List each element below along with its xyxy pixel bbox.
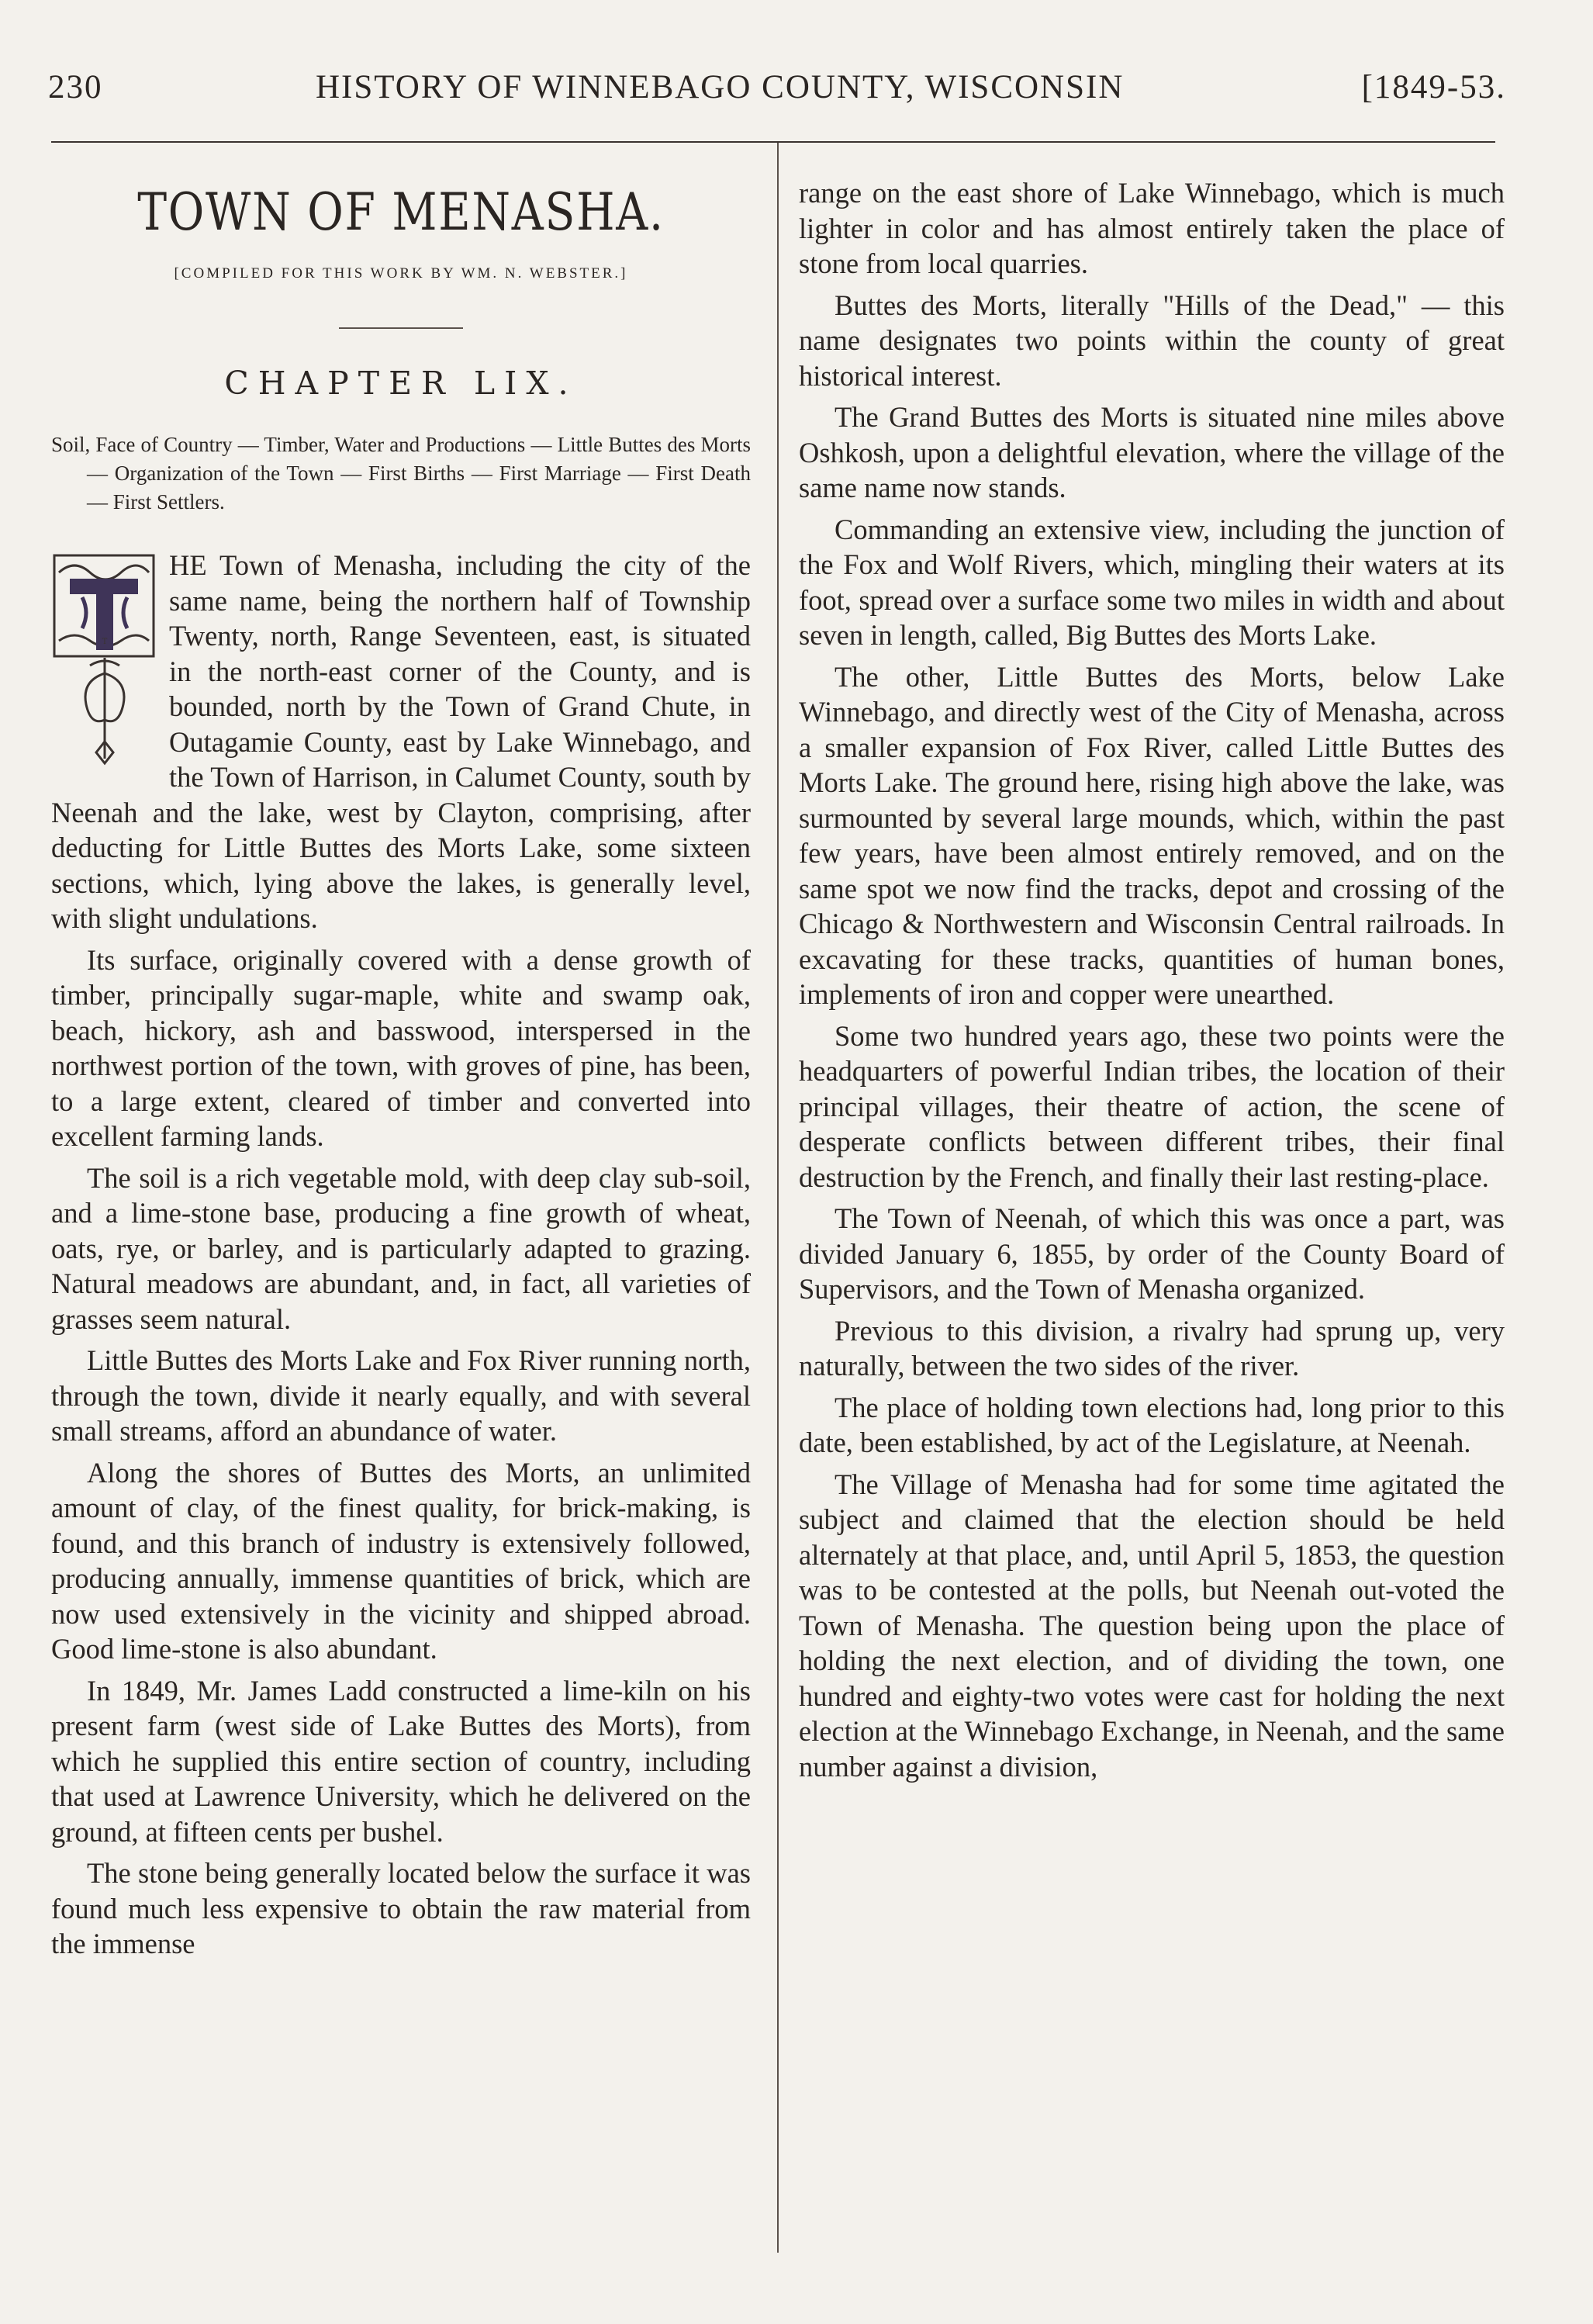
right-column [799,175,1505,1790]
title-divider [339,327,463,329]
paragraph: The Grand Buttes des Morts is situated nine miles above Oshkosh, upon a delightful elevation, where the village of the same name now stands. [799,401,1505,503]
left-column [51,152,751,1968]
decorative-initial-t-icon [51,549,158,771]
paragraph: The stone being generally located below the surface it was found much less expensive to obtain the raw material from the immense [51,1857,751,1959]
page-number: 230 [48,69,103,105]
year-range: [1849-53. [1361,69,1506,105]
paragraph: Commanding an extensive view, including the junction of the Fox and Wolf Rivers, which, mingling their waters at its foot, spread over a surface some two miles in width and about seven in length, called, Big Buttes des Morts Lake. [799,513,1505,651]
column-divider [777,143,779,2253]
paragraph: Little Buttes des Morts Lake and Fox River running north, through the town, divide it nearly equally, and with several small streams, afford an abundance of water. [51,1344,751,1447]
running-head [48,68,1506,115]
paragraph: Its surface, originally covered with a dense growth of timber, principally sugar-maple, white and swamp oak, beach, hickory, ash and basswood, interspersed in the northwest portion of the town, with groves of pine, has been, to a large extent, cleared of timber and converted into excellent farming lands. [51,943,751,1152]
paragraph: HE Town of Menasha, including the city of the same name, being the northern half of Township Twenty, north, Range Seventeen, east, is situated in the north-east corner of the County, and is bounded, north by the Town of Grand Chute, in Outagamie County, east by Lake Winnebago, and the Town of Harrison, in Calumet County, south by Neenah and the lake, west by Clayton, comprising, after deducting for Little Buttes des Morts Lake, some sixteen sections, which, lying above the lakes, is generally level, with slight undulations. [51,549,751,934]
compiled-note: [COMPILED FOR THIS WORK BY WM. N. WEBSTER.] [174,265,628,282]
chapter-synopsis: Soil, Face of Country — Timber, Water and Productions — Little Buttes des Morts — Organization of the Town — First Births — First Marriage — First Death — First Settlers. [51,433,751,514]
header-rule [51,141,1495,143]
paragraph: The Town of Neenah, of which this was once a part, was divided January 6, 1855, by order of the County Board of Supervisors, and the Town of Menasha organized. [799,1202,1505,1305]
paragraph: The other, Little Buttes des Morts, below Lake Winnebago, and directly west of the City of Menasha, across a smaller expansion of Fox River, called Little Buttes des Morts Lake. The ground here, rising high above the lake, was surmounted by several large mounds, which, within the past few years, have been almost entirely removed, and on the same spot we now find the tracks, depot and crossing of the Chicago & Northwestern and Wisconsin Central railroads. In excavating for these tracks, quantities of human bones, implements of iron and copper were unearthed. [799,660,1505,1010]
opening-paragraph-block [51,548,751,936]
paragraph: In 1849, Mr. James Ladd constructed a lime-kiln on his present farm (west side of Lake Buttes des Morts), from which he supplied this entire section of country, including that used at Lawrence University, which he delivered on the ground, at fifteen cents per bushel. [51,1674,751,1848]
paragraph: The soil is a rich vegetable mold, with deep clay sub-soil, and a lime-stone base, producing a fine growth of wheat, oats, rye, or barley, and is particularly adapted to grazing. Natural meadows are abundant, and, in fact, all varieties of grasses seem natural. [51,1161,751,1335]
paragraph: The Village of Menasha had for some time agitated the subject and claimed that the election should be held alternately at that place, and, until April 5, 1853, the question was to be contested at the polls, but Neenah out-voted the Town of Menasha. The question being upon the place of holding the next election, and of dividing the town, one hundred and eighty-two votes were cast for holding the next election at the Winnebago Exchange, in Neenah, and the same number against a division, [799,1468,1505,1783]
section-title: TOWN OF MENASHA. [137,182,665,242]
chapter-heading: CHAPTER LIX. [224,364,578,402]
book-title: HISTORY OF WINNEBAGO COUNTY, WISCONSIN [316,69,1125,105]
paragraph: The place of holding town elections had, long prior to this date, been established, by act of the Legislature, at Neenah. [799,1391,1505,1458]
svg-text:T: T [102,638,108,646]
paragraph: Previous to this division, a rivalry had sprung up, very naturally, between the two sides of the river. [799,1314,1505,1382]
paragraph: Along the shores of Buttes des Morts, an unlimited amount of clay, of the finest quality, for brick-making, is found, and this branch of industry is extensively followed, producing annually, immense quantities of brick, which are now used extensively in the vicinity and shipped abroad. Good lime-stone is also abundant. [51,1456,751,1665]
paragraph: range on the east shore of Lake Winnebago, which is much lighter in color and has almost entirely taken the place of stone from local quarries. [799,177,1505,279]
paragraph: Some two hundred years ago, these two points were the headquarters of powerful Indian tribes, the location of their principal villages, their theatre of action, the scene of desperate conflicts between different tribes, their final destruction by the French, and finally their last resting-place. [799,1019,1505,1193]
paragraph: Buttes des Morts, literally "Hills of the Dead," — this name designates two points within the county of great historical interest. [799,289,1505,392]
